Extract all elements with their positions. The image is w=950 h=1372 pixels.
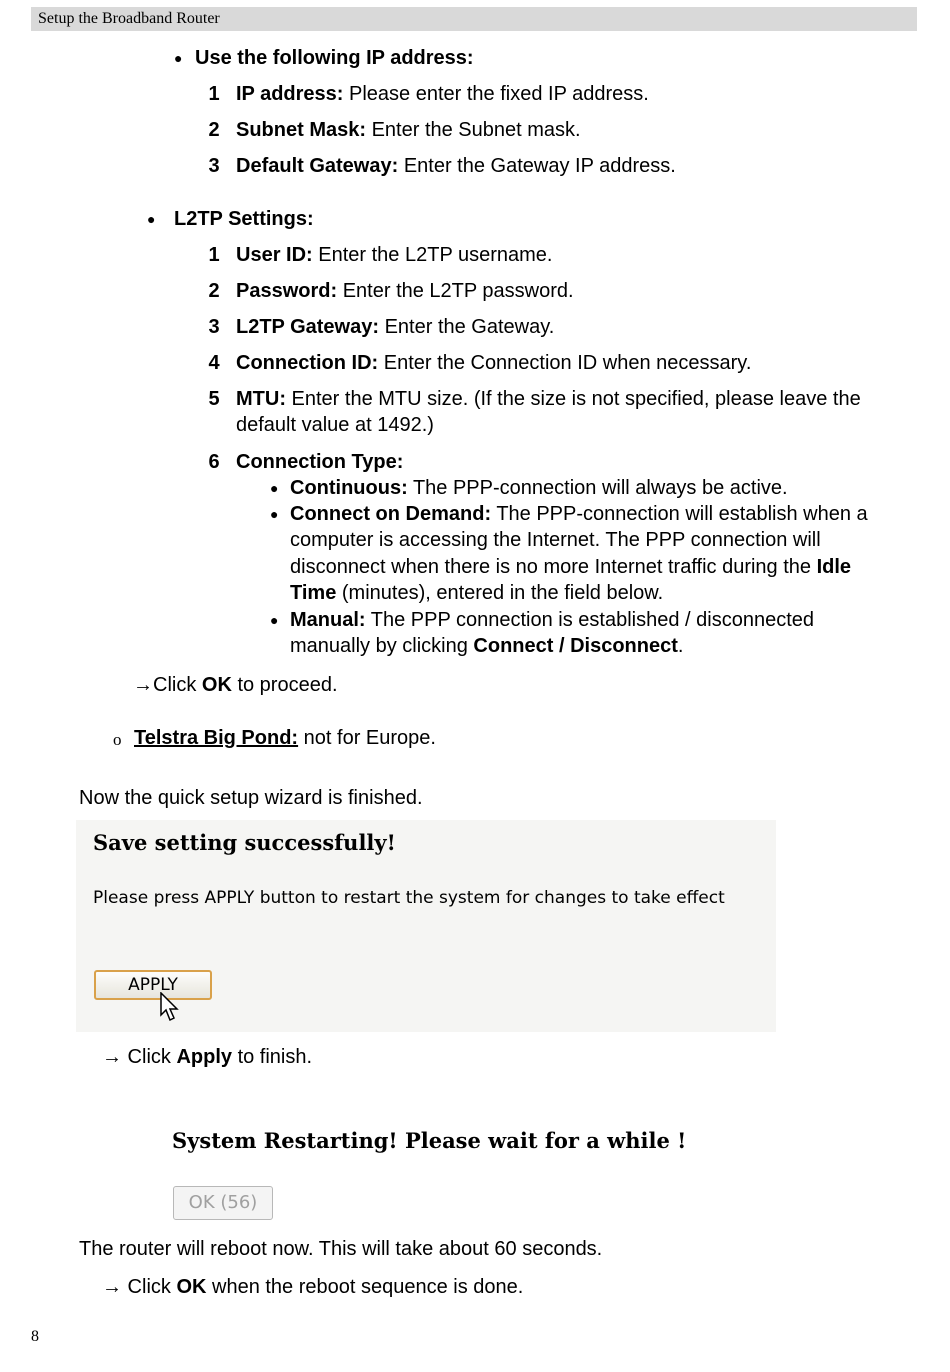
l2tp-item-continued: default value at 1492.)	[236, 414, 434, 436]
bullet-icon: ●	[270, 612, 279, 628]
click-ok-instruction: →Click OK to proceed.	[133, 674, 338, 696]
static-ip-item: IP address: Please enter the fixed IP address.	[236, 83, 649, 105]
item-number: 6	[208, 451, 220, 473]
item-number: 3	[208, 155, 220, 177]
l2tp-item: User ID: Enter the L2TP username.	[236, 244, 553, 266]
item-number: 4	[208, 352, 220, 374]
telstra-item: Telstra Big Pond: not for Europe.	[134, 727, 436, 749]
conn-type-demand-line2: computer is accessing the Internet. The PPP connection will	[290, 529, 821, 551]
bullet-o-icon: o	[113, 730, 122, 749]
bullet-icon: ●	[174, 50, 183, 66]
static-ip-item: Default Gateway: Enter the Gateway IP address.	[236, 155, 676, 177]
conn-type-demand: Connect on Demand: The PPP-connection will establish when a	[290, 503, 868, 525]
item-number: 1	[208, 244, 220, 266]
static-ip-item: Subnet Mask: Enter the Subnet mask.	[236, 119, 581, 141]
conn-type-demand-line4: Time (minutes), entered in the field below.	[290, 582, 664, 604]
l2tp-item: Connection ID: Enter the Connection ID when necessary.	[236, 352, 752, 374]
bullet-icon: ●	[147, 211, 156, 227]
dialog-title: Save setting successfully!	[93, 830, 396, 855]
bullet-icon: ●	[270, 506, 279, 522]
page-header-title: Setup the Broadband Router	[38, 10, 220, 27]
dialog-message: Please press APPLY button to restart the system for changes to take effect	[93, 888, 725, 908]
conn-type-continuous: Continuous: The PPP-connection will always be active.	[290, 477, 788, 499]
conn-type-manual: Manual: The PPP connection is established / disconnected	[290, 609, 814, 631]
static-ip-heading: Use the following IP address:	[195, 47, 474, 69]
item-number: 5	[208, 388, 220, 410]
arrow-right-icon: →	[102, 1046, 122, 1068]
apply-button[interactable]: APPLY	[94, 970, 212, 1000]
l2tp-heading: L2TP Settings:	[174, 208, 314, 230]
l2tp-item: Password: Enter the L2TP password.	[236, 280, 574, 302]
restart-dialog-title: System Restarting! Please wait for a while !	[172, 1128, 687, 1153]
l2tp-item: MTU: Enter the MTU size. (If the size is not specified, please leave the	[236, 388, 861, 410]
ok-countdown-button[interactable]: OK (56)	[173, 1186, 273, 1220]
conn-type-demand-line3: disconnect when there is no more Internet traffic during the Idle	[290, 556, 852, 578]
save-settings-dialog	[76, 820, 776, 1032]
click-ok-done-instruction: → Click OK when the reboot sequence is done.	[102, 1276, 524, 1298]
l2tp-item: Connection Type:	[236, 451, 404, 473]
item-number: 3	[208, 316, 220, 338]
item-number: 1	[208, 83, 220, 105]
arrow-right-icon: →	[133, 674, 153, 696]
item-number: 2	[208, 280, 220, 302]
bullet-icon: ●	[270, 480, 279, 496]
page-number: 8	[31, 1328, 39, 1345]
conn-type-manual-line2: manually by clicking Connect / Disconnect.	[290, 635, 684, 657]
item-number: 2	[208, 119, 220, 141]
mouse-pointer-icon	[160, 992, 180, 1022]
page-header	[31, 7, 917, 31]
reboot-note: The router will reboot now. This will take about 60 seconds.	[79, 1238, 603, 1260]
l2tp-item: L2TP Gateway: Enter the Gateway.	[236, 316, 555, 338]
wizard-finished-text: Now the quick setup wizard is finished.	[79, 787, 423, 809]
click-apply-instruction: → Click Apply to finish.	[102, 1046, 313, 1068]
arrow-right-icon: →	[102, 1276, 122, 1298]
